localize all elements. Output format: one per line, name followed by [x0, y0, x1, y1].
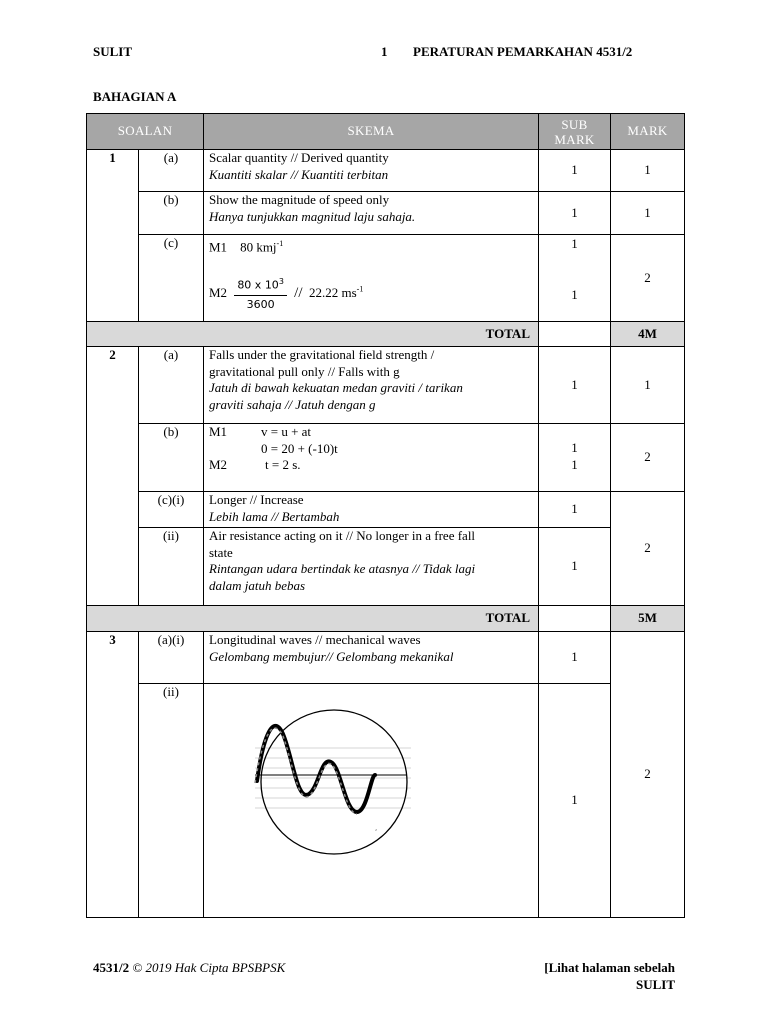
- answer-cell: M1 v = u + at 0 = 20 + (-10)t M2 t = 2 s.: [204, 424, 539, 492]
- table-header-row: [87, 114, 685, 150]
- column-header-mark: MARK: [611, 114, 685, 150]
- total-empty-cell: [539, 606, 611, 632]
- total-row: [87, 606, 685, 632]
- mark-cell: 1: [611, 347, 685, 424]
- total-empty-cell: [539, 322, 611, 347]
- diagram-tick-mark: ,: [375, 824, 378, 832]
- answer-cell: Air resistance acting on it // No longer in a free fall state Rintangan udara bertindak ke atasnya // Tidak lagi dalam jatuh bebas: [204, 528, 539, 606]
- diagram-guide-lines: [255, 748, 411, 808]
- wave-diagram: [235, 702, 435, 862]
- sub-mark-cell: 1: [539, 347, 611, 424]
- column-header-skema: SKEMA: [204, 114, 539, 150]
- table-row: [87, 632, 685, 684]
- answer-diagram-cell: [204, 684, 539, 918]
- sub-mark-cell: 1: [539, 492, 611, 528]
- question-part: (a): [139, 347, 204, 424]
- question-number: 3: [87, 632, 139, 918]
- table-row: [87, 528, 685, 606]
- sub-mark-cell: 1: [539, 632, 611, 684]
- column-header-sub-mark: SUB MARK: [539, 114, 611, 150]
- document-title: PERATURAN PEMARKAHAN 4531/2: [413, 44, 633, 59]
- footer-copyright: 4531/2 © 2019 Hak Cipta BPSBPSK: [93, 960, 286, 975]
- question-part: (b): [139, 192, 204, 235]
- total-label: TOTAL: [87, 606, 539, 632]
- fraction: $\frac{80 x 10^3}{3600}$: [234, 274, 287, 314]
- answer-cell: M1 80 kmj$^{-1}$ M2 $\frac{80 x 10^3}{3600}$ // 22.22 $ms^{-1}$: [204, 235, 539, 322]
- question-part: (c): [139, 235, 204, 322]
- question-part: (ii): [139, 684, 204, 918]
- table-row: [87, 424, 685, 492]
- total-label: TOTAL: [87, 322, 539, 347]
- header-classification: SULIT: [93, 44, 133, 59]
- column-header-soalan: SOALAN: [87, 114, 204, 150]
- sub-mark-cell: 1 1: [539, 235, 611, 322]
- wave-shadow: [255, 728, 357, 814]
- table-row: [87, 347, 685, 424]
- answer-cell: Scalar quantity // Derived quantity Kuantiti skalar // Kuantiti terbitan: [204, 150, 539, 192]
- answer-cell: Show the magnitude of speed only Hanya tunjukkan magnitud laju sahaja.: [204, 192, 539, 235]
- page-number: 1: [381, 44, 388, 59]
- table-row: [87, 492, 685, 528]
- mark-cell: 2: [611, 235, 685, 322]
- mark-cell: 1: [611, 150, 685, 192]
- mark-cell: 2: [611, 632, 685, 918]
- table-row: [87, 684, 685, 918]
- footer-next-page: [Lihat halaman sebelah: [544, 960, 675, 975]
- footer-classification: SULIT: [635, 977, 675, 992]
- sub-mark-cell: 1 1: [539, 424, 611, 492]
- mark-cell: 1: [611, 192, 685, 235]
- answer-cell: Longer // Increase Lebih lama // Bertambah: [204, 492, 539, 528]
- mark-cell: 2: [611, 424, 685, 492]
- answer-cell: Longitudinal waves // mechanical waves Gelombang membujur// Gelombang mekanikal: [204, 632, 539, 684]
- question-part: (b): [139, 424, 204, 492]
- total-value: 5M: [611, 606, 685, 632]
- answer-cell: Falls under the gravitational field strength / gravitational pull only // Falls with g Jatuh di bawah kekuatan medan graviti / tarikan graviti sahaja // Jatuh dengan g: [204, 347, 539, 424]
- total-value: 4M: [611, 322, 685, 347]
- marking-scheme-table: [86, 113, 685, 918]
- question-part: (c)(i): [139, 492, 204, 528]
- sub-mark-cell: 1: [539, 150, 611, 192]
- question-part: (a): [139, 150, 204, 192]
- sub-mark-cell: 1: [539, 528, 611, 606]
- question-number: 2: [87, 347, 139, 606]
- total-row: [87, 322, 685, 347]
- sub-mark-cell: 1: [539, 684, 611, 918]
- table-row: [87, 235, 685, 322]
- question-part: (a)(i): [139, 632, 204, 684]
- question-number: 1: [87, 150, 139, 322]
- mark-cell: 2: [611, 492, 685, 606]
- sub-mark-cell: 1: [539, 192, 611, 235]
- section-title: BAHAGIAN A: [93, 89, 177, 104]
- table-row: [87, 150, 685, 192]
- table-row: [87, 192, 685, 235]
- question-part: (ii): [139, 528, 204, 606]
